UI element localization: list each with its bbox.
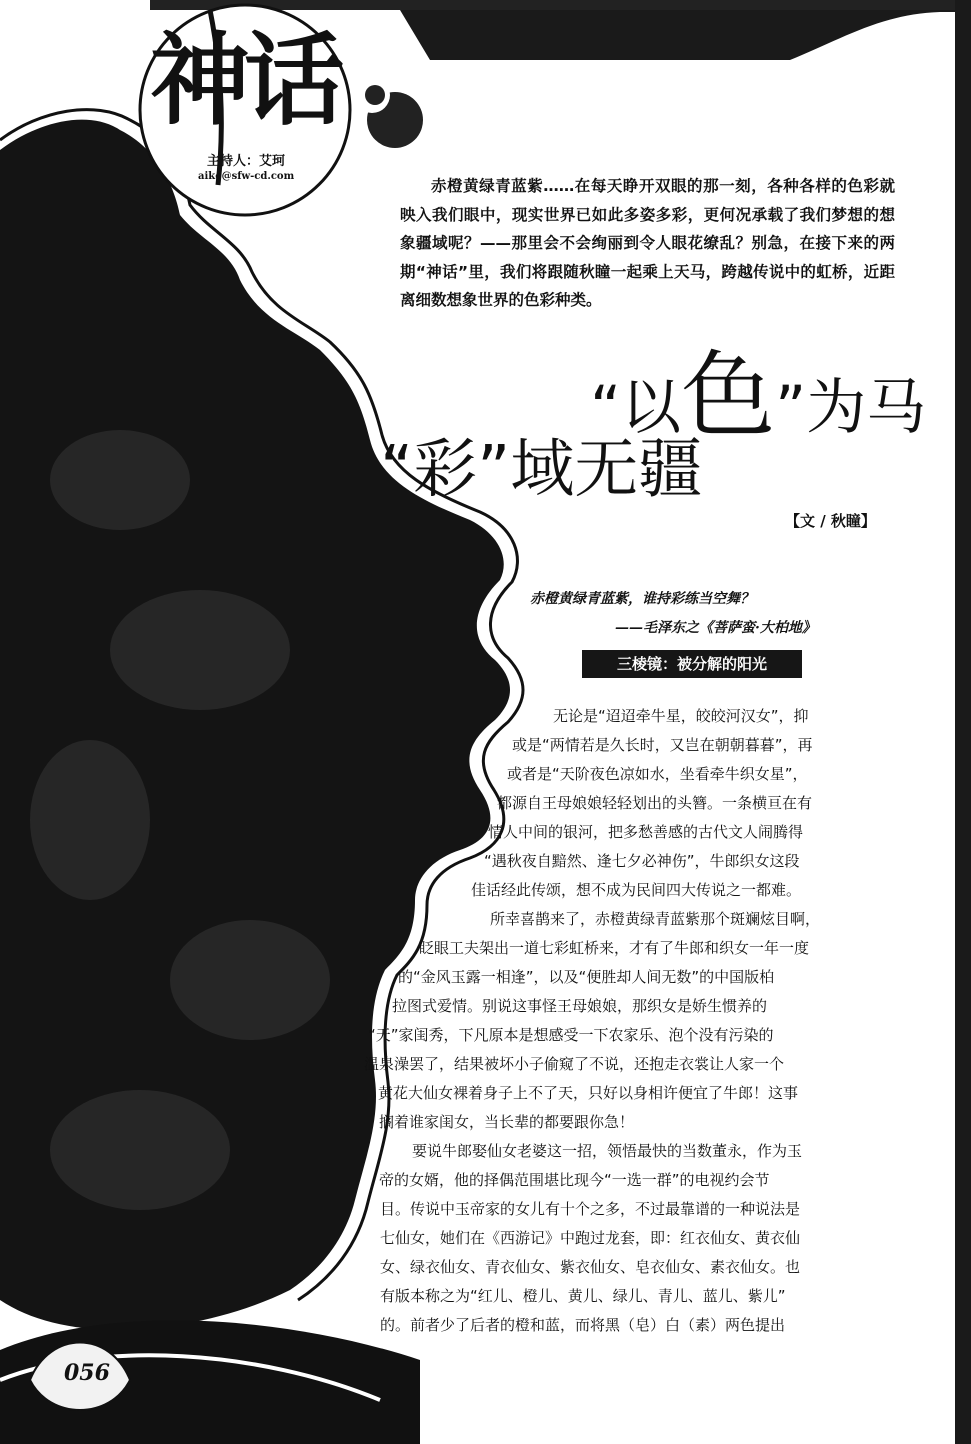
intro-paragraph: 赤橙黄绿青蓝紫……在每天睁开双眼的那一刻，各种各样的色彩就映入我们眼中，现实世界已如此多姿多彩，更何况承载了我们梦想的想象疆域呢？——那里会不会绚丽到令人眼花缭乱？别急，在接下来的两期“神话”里，我们将跟随秋瞳一起乘上天马，跨越传说中的虹桥，近距离细数想象世界的色彩种类。 xyxy=(400,177,895,310)
body-line: 所幸喜鹊来了，赤橙黄绿青蓝紫那个斑斓炫目啊， xyxy=(490,910,821,928)
body-line: 女、绿衣仙女、青衣仙女、紫衣仙女、皂衣仙女、素衣仙女。也 xyxy=(380,1258,801,1276)
epigraph-quote: 赤橙黄绿青蓝紫，谁持彩练当空舞？ xyxy=(530,591,754,607)
body-line: 或者是“天阶夜色凉如水，坐看牵牛织女星”， xyxy=(507,765,808,783)
title-wei-ma: ”为马 xyxy=(775,373,927,443)
article-title-line1 xyxy=(590,342,927,451)
title-char-yi: 以 xyxy=(621,373,682,443)
body-line: “遇秋夜自黯然、逢七夕必神伤”，牛郎织女这段 xyxy=(484,852,800,870)
body-line: 有版本称之为“红儿、橙儿、黄儿、绿儿、青儿、蓝儿、紫儿” xyxy=(380,1287,786,1305)
article-title-line2 xyxy=(380,433,703,507)
body-line: 搁着谁家闺女，当长辈的都要跟你急！ xyxy=(379,1113,635,1131)
body-line: 都源自王母娘娘轻轻划出的头簪。一条横亘在有 xyxy=(497,794,813,812)
page-number: 056 xyxy=(64,1360,110,1386)
body-line: “天”家闺秀，下凡原本是想感受一下农家乐、泡个没有污染的 xyxy=(368,1026,774,1044)
body-line: 情人中间的银河，把多愁善感的古代文人闹腾得 xyxy=(488,823,804,841)
title-cai: “彩” xyxy=(380,433,511,507)
body-line: 黄花大仙女裸着身子上不了天，只好以身相许便宜了牛郎！这事 xyxy=(378,1084,799,1102)
body-line: 目。传说中玉帝家的女儿有十个之多，不过最靠谱的一种说法是 xyxy=(380,1200,801,1218)
body-line: 眨眼工夫架出一道七彩虹桥来，才有了牛郎和织女一年一度 xyxy=(419,939,810,957)
column-host: 主持人：艾珂 xyxy=(207,154,286,169)
body-line: 帝的女婿，他的择偶范围堪比现今“一选一群”的电视约会节 xyxy=(379,1171,770,1189)
section-heading: 三棱镜：被分解的阳光 xyxy=(582,650,802,678)
title-char-se: 色 xyxy=(681,342,776,451)
body-line: 的“金风玉露一相逢”，以及“便胜却人间无数”的中国版柏 xyxy=(398,968,775,986)
body-line: 温泉澡罢了，结果被坏小子偷窥了不说，还抱走衣裳让人家一个 xyxy=(364,1055,785,1073)
column-email: aike@sfw-cd.com xyxy=(198,171,295,182)
body-line: 无论是“迢迢牵牛星，皎皎河汉女”，抑 xyxy=(553,707,809,725)
column-logo: 神话 xyxy=(150,21,338,139)
title-quote-open: “ xyxy=(590,373,622,443)
body-line: 拉图式爱情。别说这事怪王母娘娘，那织女是娇生惯养的 xyxy=(392,997,768,1015)
title-yu-wu-jiang: 域无疆 xyxy=(510,433,703,507)
body-line: 要说牛郎娶仙女老婆这一招，领悟最快的当数董永，作为玉 xyxy=(412,1142,803,1160)
body-line: 七仙女，她们在《西游记》中跑过龙套，即：红衣仙女、黄衣仙 xyxy=(380,1229,801,1247)
body-line: 或是“两情若是久长时，又岂在朝朝暮暮”，再 xyxy=(512,736,813,754)
body-line: 佳话经此传颂，想不成为民间四大传说之一都难。 xyxy=(471,881,802,899)
byline: 【文 / 秋瞳】 xyxy=(785,512,876,530)
epigraph-source: ——毛泽东之《菩萨蛮·大柏地》 xyxy=(615,620,816,636)
body-line: 的。前者少了后者的橙和蓝，而将黑（皂）白（素）两色提出 xyxy=(380,1316,786,1334)
